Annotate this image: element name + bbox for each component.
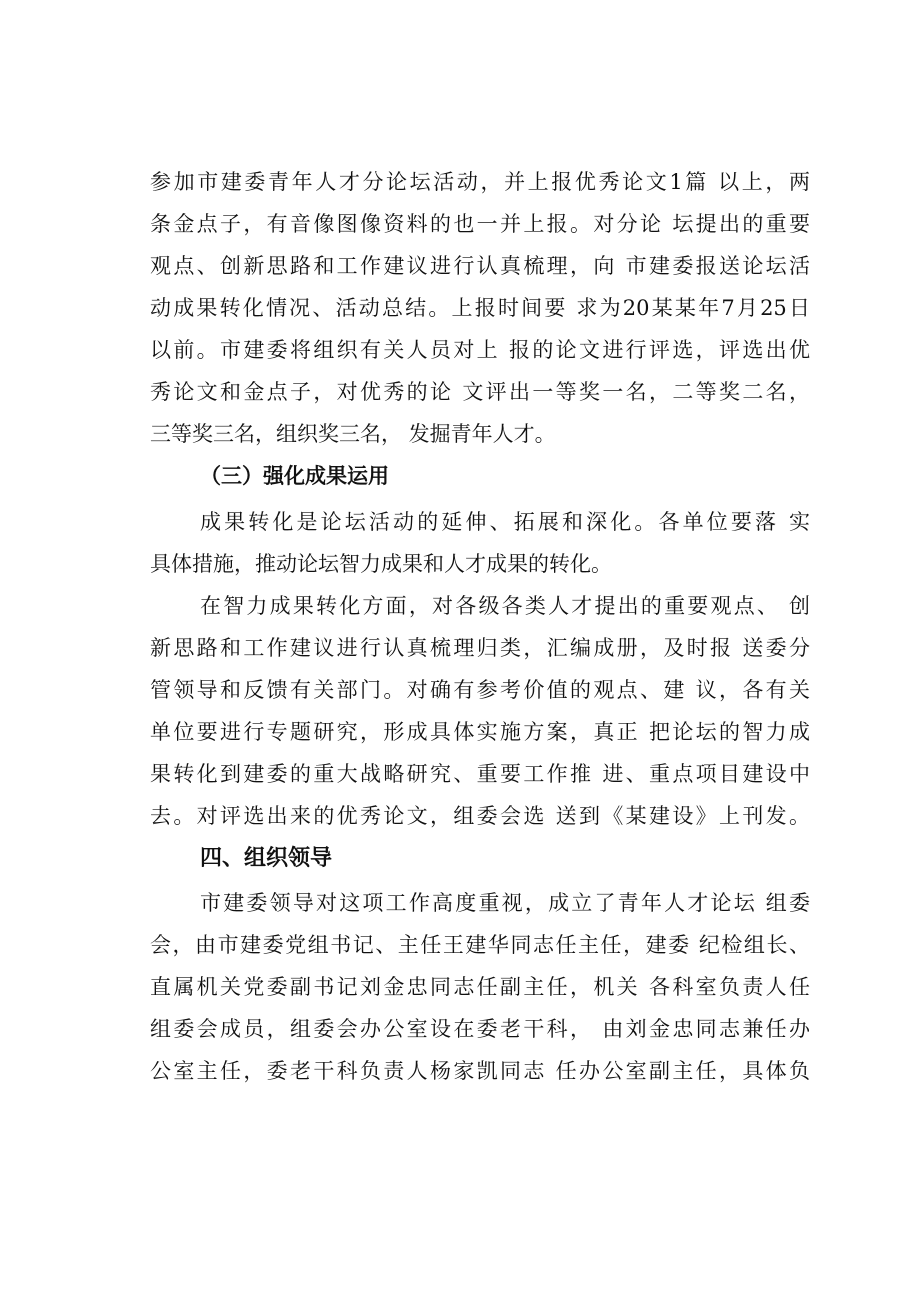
paragraph-line: 组委会成员，组委会办公室设在委老干科， 由刘金忠同志兼任办: [150, 1017, 810, 1041]
paragraph-line: 三等奖三名，组织奖三名， 发掘青年人才。: [150, 422, 556, 446]
paragraph-line: 以前。市建委将组织有关人员对上 报的论文进行评选，评选出优: [150, 338, 810, 362]
paragraph-line: 参加市建委青年人才分论坛活动，并上报优秀论文1篇 以上，两: [150, 170, 810, 194]
paragraph-line: 会，由市建委党组书记、主任王建华同志任主任，建委 纪检组长、: [150, 933, 810, 957]
chapter-heading: 四、组织领导: [200, 846, 333, 871]
paragraph-line: 果转化到建委的重大战略研究、重要工作推 进、重点项目建设中: [150, 762, 810, 786]
paragraph-line: 秀论文和金点子，对优秀的论 文评出一等奖一名，二等奖二名，: [150, 380, 810, 404]
paragraph-line: 条金点子，有音像图像资料的也一并上报。对分论 坛提出的重要: [150, 212, 810, 236]
paragraph-line: 在智力成果转化方面，对各级各类人才提出的重要观点、 创: [200, 594, 810, 618]
paragraph-line: 动成果转化情况、活动总结。上报时间要 求为20某某年7月25日: [150, 296, 810, 320]
section-heading: （三）强化成果运用: [200, 464, 389, 488]
paragraph-line: 新思路和工作建议进行认真梳理归类，汇编成册，及时报 送委分: [150, 636, 810, 660]
paragraph-line: 市建委领导对这项工作高度重视，成立了青年人才论坛 组委: [200, 891, 810, 915]
paragraph-line: 去。对评选出来的优秀论文，组委会选 送到《某建设》上刊发。: [150, 804, 810, 828]
paragraph-line: 观点、创新思路和工作建议进行认真梳理，向 市建委报送论坛活: [150, 254, 810, 278]
paragraph-line: 单位要进行专题研究，形成具体实施方案，真正 把论坛的智力成: [150, 720, 810, 744]
paragraph-line: 公室主任，委老干科负责人杨家凯同志 任办公室副主任，具体负: [150, 1059, 810, 1083]
paragraph-line: 直属机关党委副书记刘金忠同志任副主任，机关 各科室负责人任: [150, 975, 810, 999]
paragraph-line: 管领导和反馈有关部门。对确有参考价值的观点、建 议，各有关: [150, 678, 810, 702]
paragraph-line: 具体措施，推动论坛智力成果和人才成果的转化。: [150, 552, 612, 576]
paragraph-line: 成果转化是论坛活动的延伸、拓展和深化。各单位要落 实: [200, 510, 810, 534]
